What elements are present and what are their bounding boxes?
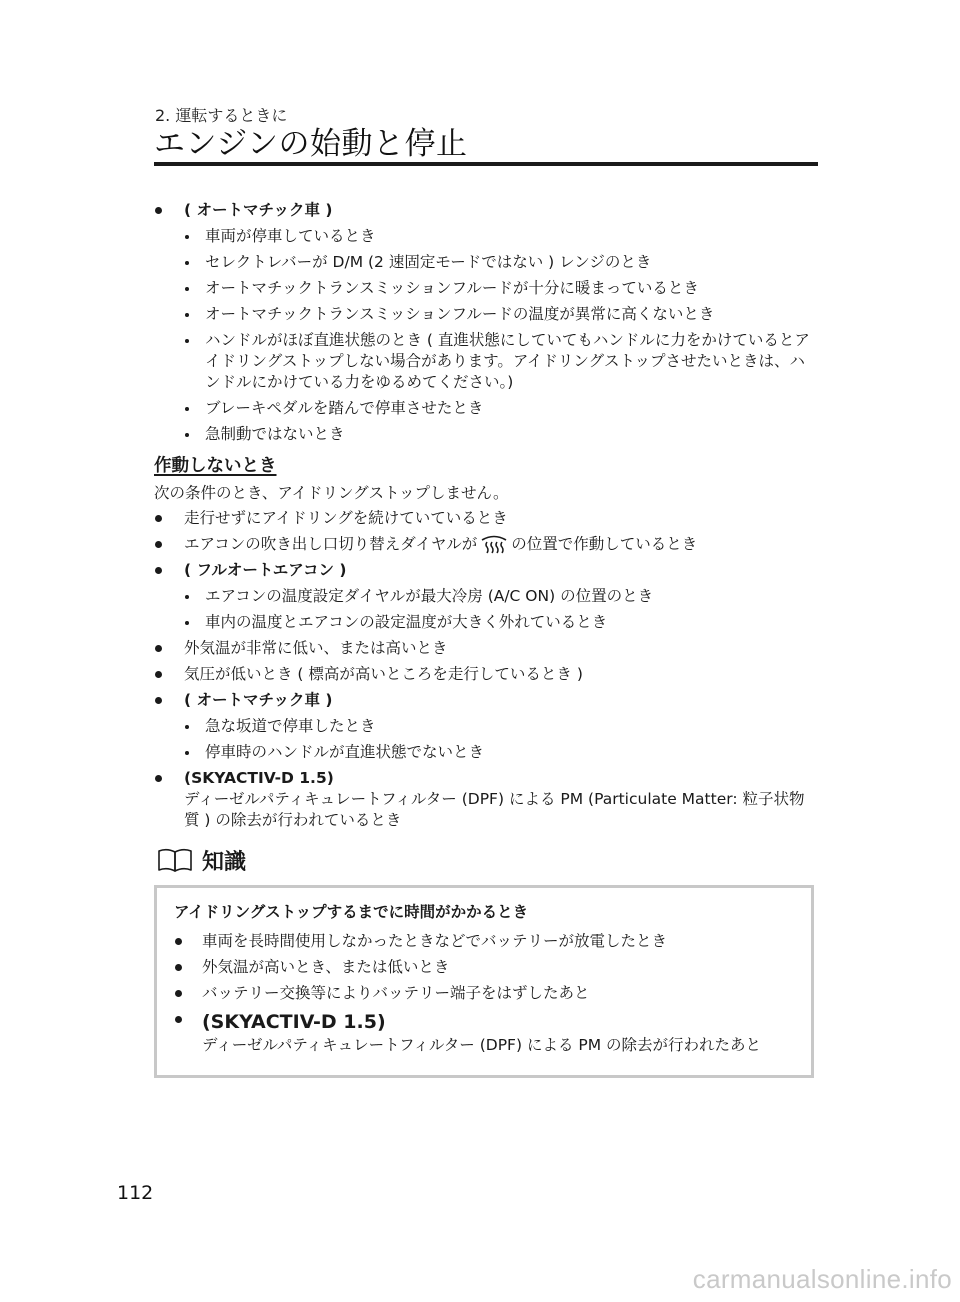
list-item: 停車時のハンドルが直進状態でないとき	[154, 742, 818, 763]
knowledge-header	[156, 845, 818, 875]
section-label: 2. 運転するときに	[155, 106, 288, 125]
list-item: 走行せずにアイドリングを続けていているとき	[154, 508, 818, 529]
at-condition-heading: ( オートマチック車 )	[154, 200, 818, 221]
aircon-item-text-before: エアコンの吹き出し口切り替えダイヤルが	[184, 535, 478, 553]
knowledge-skyactiv-text: ディーゼルパティキュレートフィルター (DPF) による PM の除去が行われたあと	[202, 1036, 762, 1054]
knowledge-box-heading: アイドリングストップするまでに時間がかかるとき	[174, 903, 529, 921]
list-item: 急制動ではないとき	[154, 424, 818, 445]
list-item: 急な坂道で停車したとき	[154, 716, 818, 737]
list-item: 車内の温度とエアコンの設定温度が大きく外れているとき	[154, 612, 818, 633]
list-item: オートマチックトランスミッションフルードの温度が異常に高くないとき	[154, 304, 818, 325]
list-item: エアコンの温度設定ダイヤルが最大冷房 (A/C ON) の位置のとき	[154, 586, 818, 607]
knowledge-box	[154, 885, 814, 1078]
list-item: バッテリー交換等によりバッテリー端子をはずしたあと	[157, 983, 811, 1004]
list-item: オートマチックトランスミッションフルードが十分に暖まっているとき	[154, 278, 818, 299]
knowledge-skyactiv-heading: (SKYACTIV-D 1.5)	[202, 1011, 386, 1033]
list-item: 外気温が非常に低い、または高いとき	[154, 638, 818, 659]
skyactiv-heading: (SKYACTIV-D 1.5)	[184, 769, 334, 787]
at-condition-heading-2: ( オートマチック車 )	[154, 690, 818, 711]
not-operating-heading: 作動しないとき	[154, 456, 277, 476]
skyactiv-text: ディーゼルパティキュレートフィルター (DPF) による PM (Particulate Matter: 粒子状物質 ) の除去が行われているとき	[184, 790, 805, 829]
list-item: 車両が停車しているとき	[154, 226, 818, 247]
main-content	[154, 200, 818, 1078]
list-item: ブレーキペダルを踏んで停車させたとき	[154, 398, 818, 419]
list-item: 外気温が高いとき、または低いとき	[157, 957, 811, 978]
skyactiv-item	[154, 768, 818, 831]
defrost-icon	[479, 534, 509, 554]
page-number: 112	[117, 1182, 154, 1204]
aircon-item-text-after: の位置で作動しているとき	[511, 535, 698, 553]
full-auto-aircon-heading: ( フルオートエアコン )	[154, 560, 818, 581]
knowledge-skyactiv-item	[157, 1009, 811, 1056]
watermark: carmanualsonline.info	[692, 1264, 952, 1294]
list-item: ハンドルがほぼ直進状態のとき ( 直進状態にしていてもハンドルに力をかけているとアイドリングストップしない場合があります。アイドリングストップさせたいときは、ハンドルにかけている力をゆるめてください。)	[154, 330, 818, 393]
list-item: 気圧が低いとき ( 標高が高いところを走行しているとき )	[154, 664, 818, 685]
book-icon	[156, 847, 194, 873]
not-operating-intro: 次の条件のとき、アイドリングストップしません。	[154, 484, 509, 502]
list-item: 車両を長時間使用しなかったときなどでバッテリーが放電したとき	[157, 931, 811, 952]
page-title: エンジンの始動と停止	[154, 126, 468, 162]
aircon-item	[154, 534, 818, 555]
list-item: セレクトレバーが D/M (2 速固定モードではない ) レンジのとき	[154, 252, 818, 273]
header-divider	[154, 162, 818, 166]
knowledge-title: 知識	[202, 849, 247, 875]
